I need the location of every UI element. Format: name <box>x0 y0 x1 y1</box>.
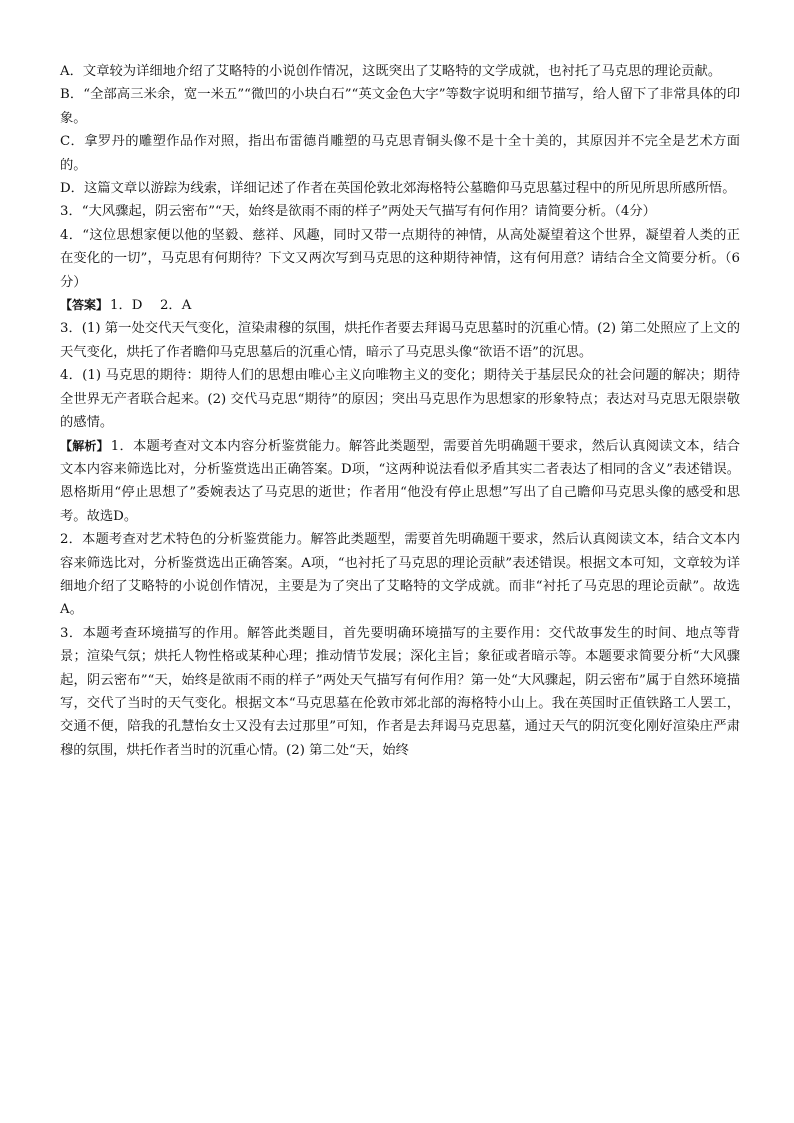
question-4: 4．“这位思想家便以他的坚毅、慈祥、风趣，同时又带一点期待的神情，从高处凝望着这个世界，凝望着人类的正在变化的一切”，马克思有何期待？下文又两次写到马克思的这种期待神情，这有何用意？请结合全文简要分析。（6分） <box>60 227 740 290</box>
analysis-label: 【解析】 <box>60 438 109 453</box>
answer-3: 3．(1) 第一处交代天气变化，渲染肃穆的氛围，烘托作者要去拜谒马克思墓时的沉重心情。(2) 第二处照应了上文的天气变化，烘托了作者瞻仰马克思墓后的沉重心情，暗示了马克思头像“欲语不语”的沉思。 <box>60 321 740 360</box>
answer-heading <box>60 294 740 317</box>
option-b: B．“全部高三米余，宽一米五”“微凹的小块白石”“英文金色大字”等数字说明和细节描写，给人留下了非常具体的印象。 <box>60 87 740 126</box>
answer-4: 4．(1) 马克思的期待：期待人们的思想由唯心主义向唯物主义的变化；期待关于基层民众的社会问题的解决；期待全世界无产者联合起来。(2) 交代马克思“期待”的原因；突出马克思作为思想家的形象特点；表达对马克思无限崇敬的感情。 <box>60 368 740 431</box>
option-c: C．拿罗丹的雕塑作品作对照，指出布雷德肖雕塑的马克思青铜头像不是十全十美的，其原因并不完全是艺术方面的。 <box>60 134 740 173</box>
analysis-1-text: 1．本题考查对文本内容分析鉴赏能力。解答此类题型，需要首先明确题干要求，然后认真阅读文本，结合文本内容来筛选比对，分析鉴赏选出正确答案。D项，“这两种说法看似矛盾其实二者表达了相同的含义”表述错误。恩格斯用“停止思想了”委婉表达了马克思的逝世；作者用“他没有停止思想”写出了自己瞻仰马克思头像的感受和思考。故选D。 <box>60 438 740 524</box>
option-d: D．这篇文章以游踪为线索，详细记述了作者在英国伦敦北郊海格特公墓瞻仰马克思墓过程中的所见所思所感所悟。 <box>60 181 736 197</box>
analysis-3: 3．本题考查环境描写的作用。解答此类题目，首先要明确环境描写的主要作用：交代故事发生的时间、地点等背景；渲染气氛；烘托人物性格或某种心理；推动情节发展；深化主旨；象征或者暗示等。本题要求简要分析“大风骤起，阴云密布”“天，始终是欲雨不雨的样子”两处天气描写有何作用？第一处“大风骤起，阴云密布”属于自然环境描写，交代了当时的天气变化。根据文本“马克思墓在伦敦市郊北部的海格特小山上。我在英国时正值铁路工人罢工，交通不便，陪我的孔慧怡女士又没有去过那里”可知，作者是去拜谒马克思墓，通过天气的阴沉变化刚好渲染庄严肃穆的氛围，烘托作者当时的沉重心情。(2) 第二处“天，始终 <box>60 625 740 758</box>
analysis-1 <box>60 435 740 529</box>
analysis-2: 2．本题考查对艺术特色的分析鉴赏能力。解答此类题型，需要首先明确题干要求，然后认真阅读文本，结合文本内容来筛选比对，分析鉴赏选出正确答案。A项，“也衬托了马克思的理论贡献”表述错误。根据文本可知，文章较为详细地介绍了艾略特的小说创作情况，主要是为了突出了艾略特的文学成就。而非“衬托了马克思的理论贡献”。故选A。 <box>60 532 740 618</box>
answer-label: 【答案】 <box>60 298 109 313</box>
document-page <box>60 60 740 762</box>
answer-choices: 1．D 2．A <box>110 298 192 314</box>
question-3: 3．“大风骤起，阴云密布”“天，始终是欲雨不雨的样子”两处天气描写有何作用？请简要分析。（4分） <box>60 204 656 220</box>
option-a: A．文章较为详细地介绍了艾略特的小说创作情况，这既突出了艾略特的文学成就，也衬托了马克思的理论贡献。 <box>60 64 722 79</box>
